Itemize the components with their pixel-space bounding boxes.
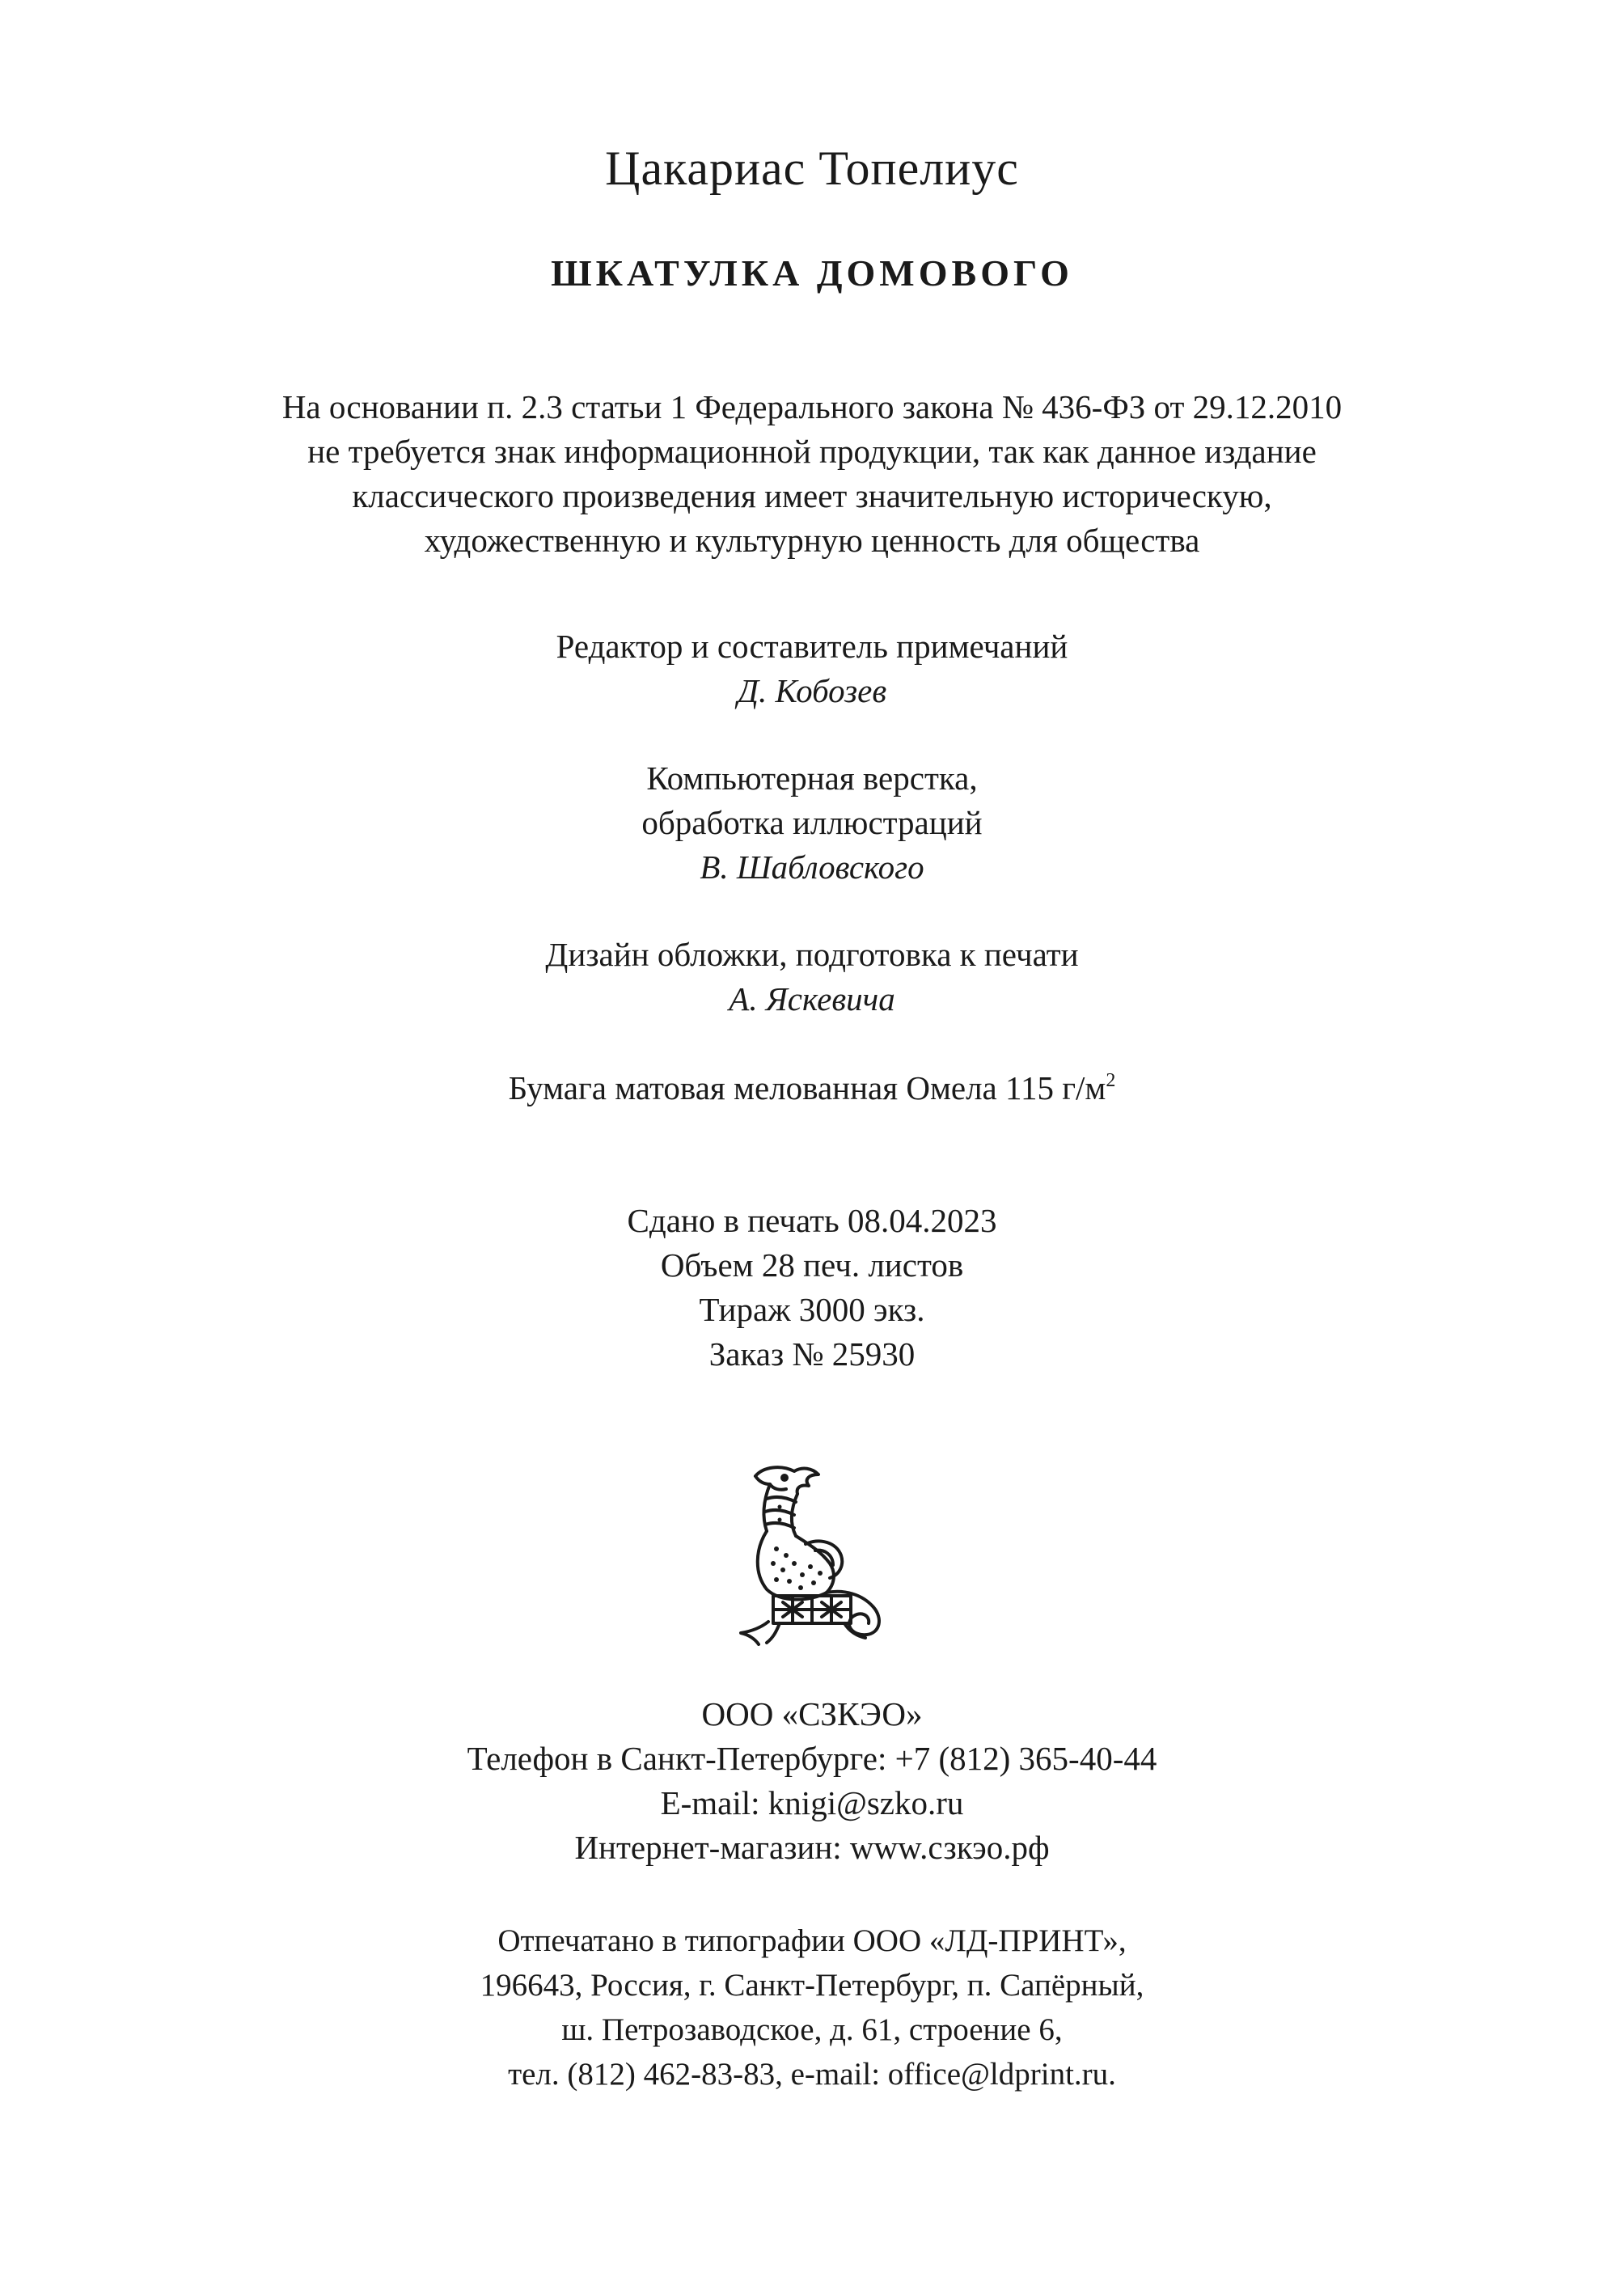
law-notice-line: художественную и культурную ценность для общества [424,522,1200,559]
circulation: Тираж 3000 экз. [699,1291,925,1328]
law-notice-line: классического произведения имеет значительную историческую, [352,477,1272,514]
cover-role: Дизайн обложки, подготовка к печати [545,936,1079,973]
printer-line: тел. (812) 462-83-83, e-mail: office@ldprint.ru. [508,2057,1116,2092]
publisher-info [0,1692,1624,1870]
layout-credit [0,756,1624,890]
layout-role-line: обработка иллюстраций [641,804,983,841]
printer-line: Отпечатано в типографии ООО «ЛД-ПРИНТ», [497,1923,1127,1958]
author-name [0,136,1624,201]
editor-credit [0,624,1624,713]
volume: Объем 28 печ. листов [660,1246,964,1284]
title-text: ШКАТУЛКА ДОМОВОГО [551,252,1073,294]
paper-superscript: 2 [1106,1070,1116,1091]
publisher-phone: Телефон в Санкт-Петербурге: +7 (812) 365-40-44 [467,1740,1157,1777]
publisher-shop: Интернет-магазин: www.сзкэо.рф [574,1829,1050,1866]
printer-info [0,1919,1624,2096]
editor-role: Редактор и составитель примечаний [556,628,1068,665]
author-text: Цакариас Топелиус [605,142,1019,195]
layout-name: В. Шабловского [700,848,924,886]
paper-info [0,1066,1624,1111]
law-notice-line: не требуется знак информационной продукции, так как данное издание [307,433,1317,470]
printer-line: ш. Петрозаводское, д. 61, строение 6, [561,2012,1063,2047]
paper-line [0,1066,1624,1111]
dragon-emblem-icon [731,1460,901,1646]
publisher-email: E-mail: knigi@szko.ru [660,1784,964,1821]
print-info [0,1199,1624,1377]
cover-credit [0,933,1624,1022]
book-title [0,247,1624,299]
cover-name: А. Яскевича [729,980,895,1017]
law-notice-line: На основании п. 2.3 статьи 1 Федерального закона № 436-ФЗ от 29.12.2010 [281,388,1343,425]
layout-role-line: Компьютерная верстка, [646,759,978,797]
sent-to-print: Сдано в печать 08.04.2023 [627,1202,997,1239]
publisher-name: ООО «СЗКЭО» [701,1695,923,1732]
paper-text: Бумага матовая мелованная Омела 115 г/м [508,1069,1106,1106]
editor-name: Д. Кобозев [737,672,887,709]
printer-line: 196643, Россия, г. Санкт-Петербург, п. Сапёрный, [480,1968,1144,2003]
law-notice [0,385,1624,563]
order-number: Заказ № 25930 [708,1335,916,1373]
